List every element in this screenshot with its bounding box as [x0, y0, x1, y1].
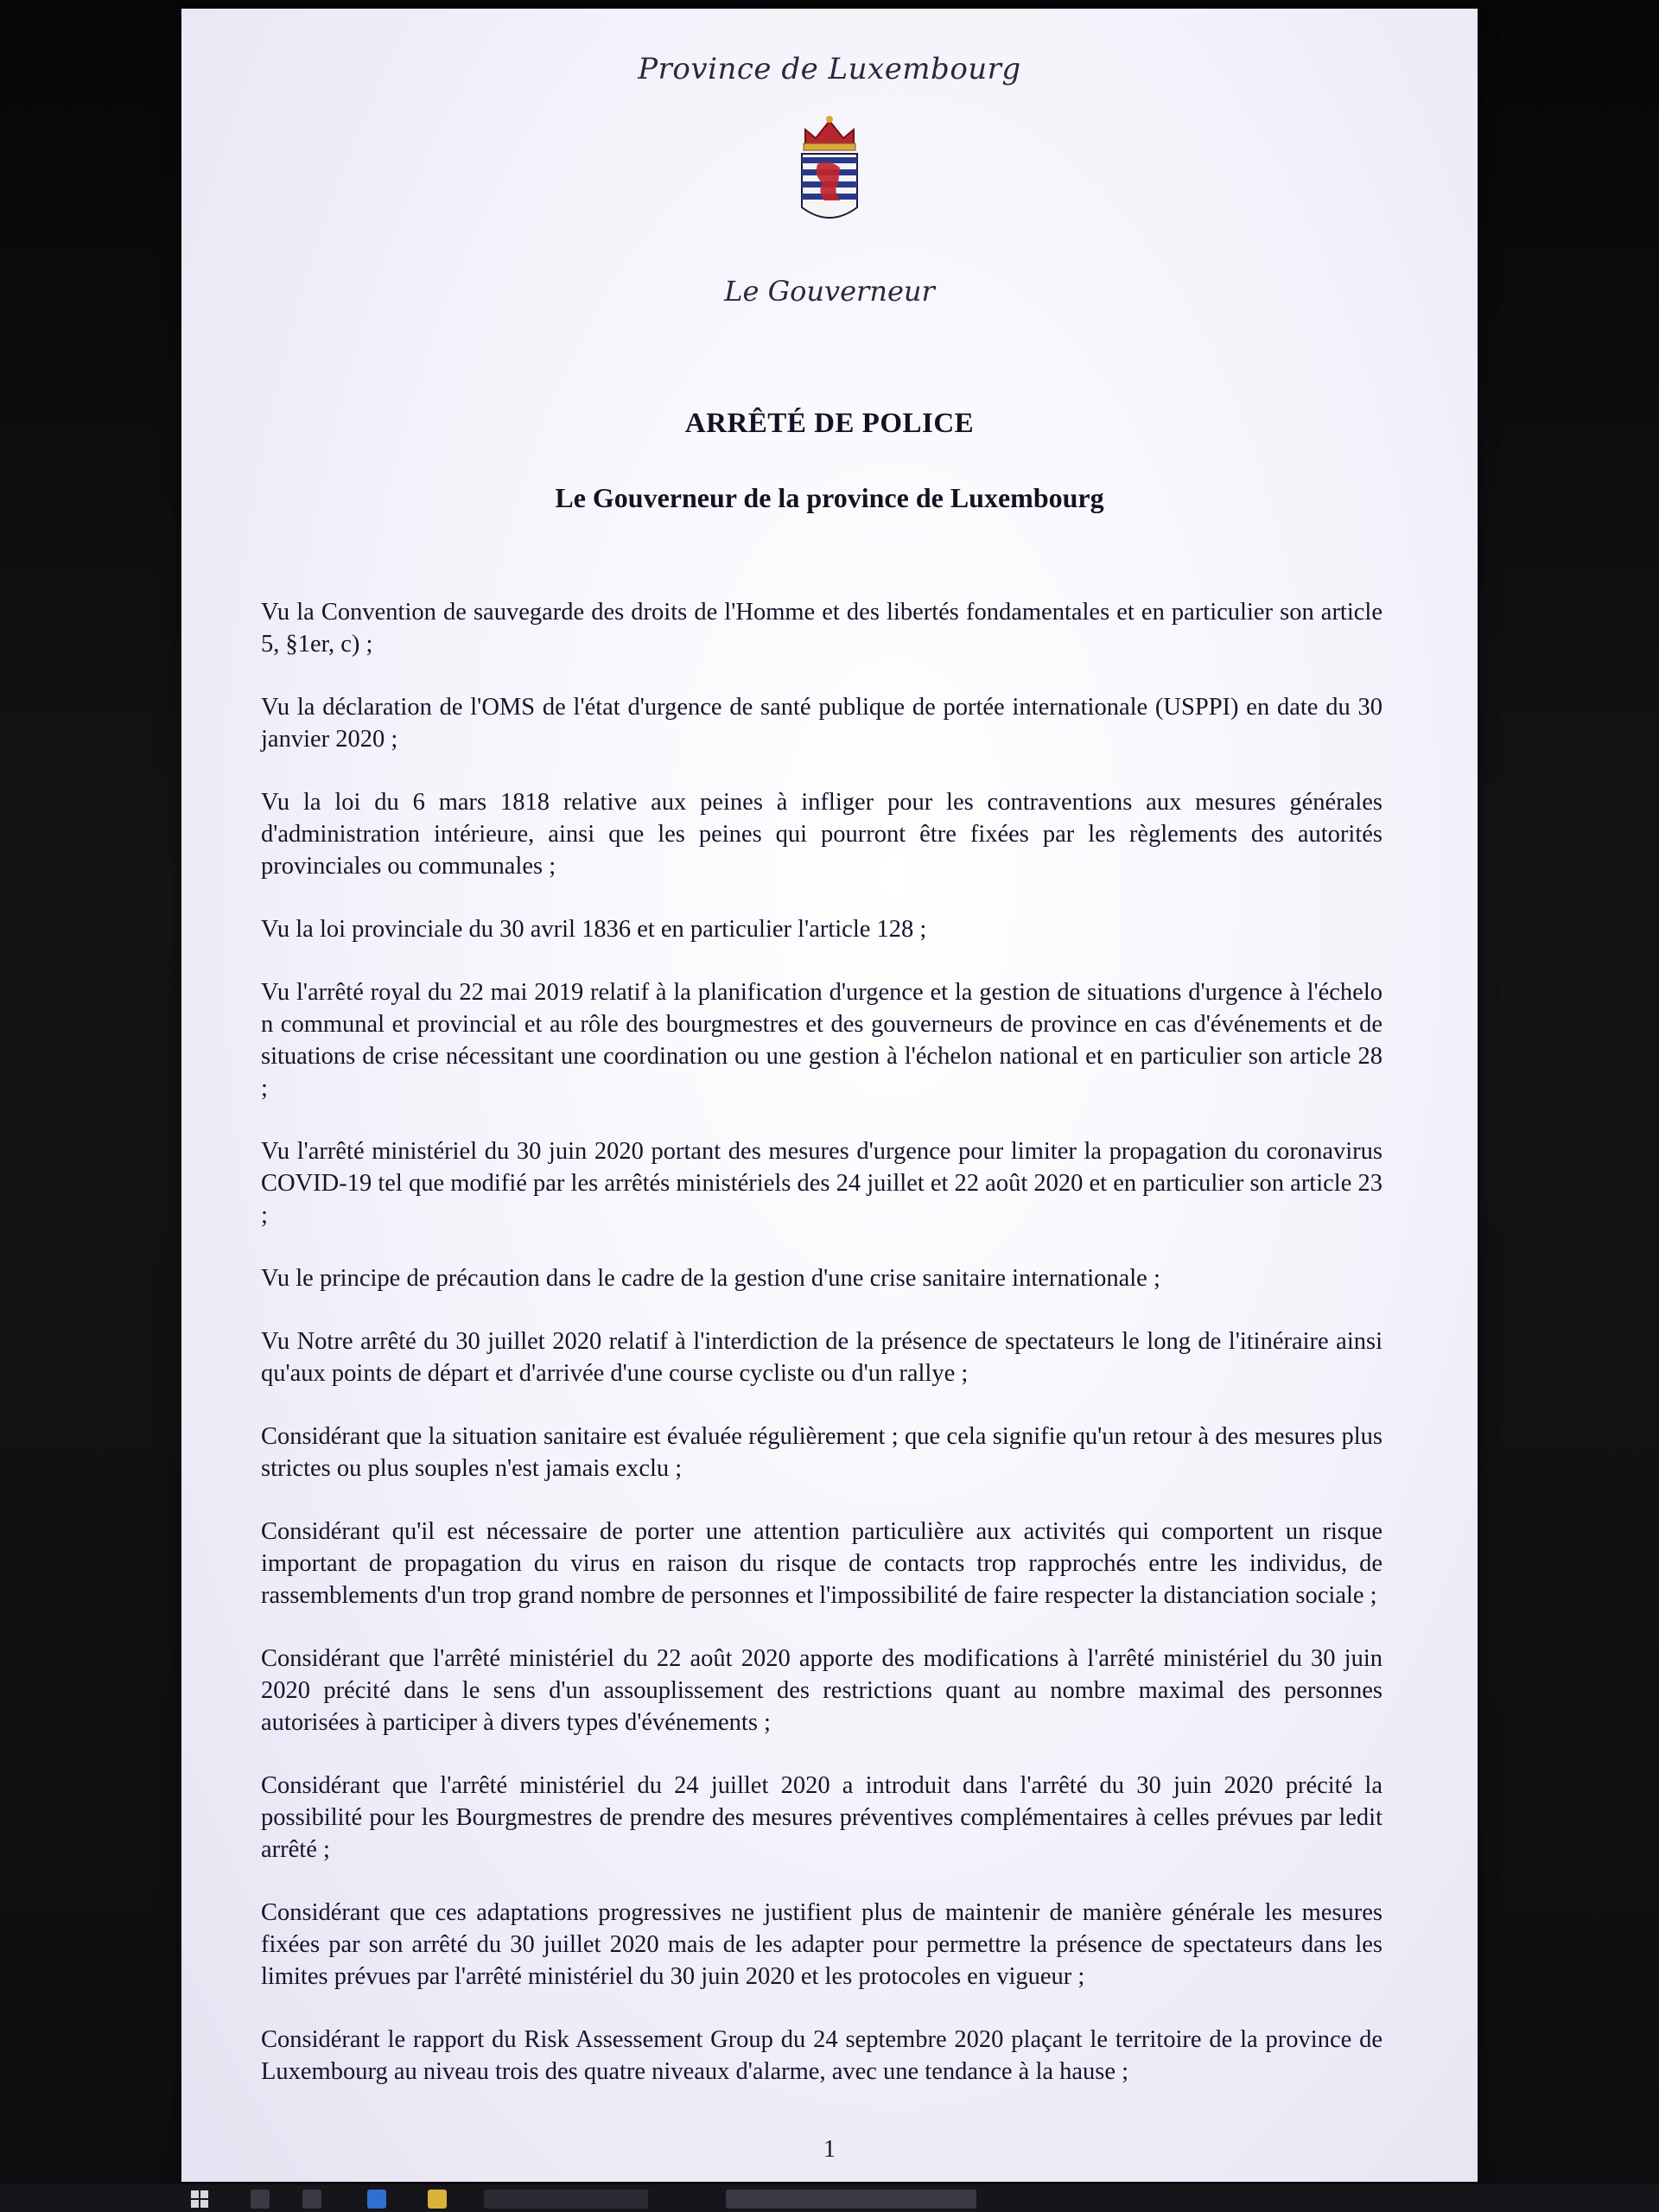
crown-icon [804, 116, 855, 150]
paragraph: Vu le principe de précaution dans le cadre de la gestion d'une crise sanitaire internationale ; [261, 1265, 1160, 1292]
paragraph: Considérant que ces adaptations progressives ne justifient plus de maintenir de manière générale les mesures fixées par son arrêté du 30 juillet 2020 mais de les adapter pour permettre la présence de spectateurs dans les limites prévues par l'arrêté ministériel du 30 juin 2020 et les protocoles en vigueur ; [261, 1899, 1382, 1990]
taskbar-window-button[interactable] [484, 2190, 648, 2209]
paragraph: Considérant que l'arrêté ministériel du 24 juillet 2020 a introduit dans l'arrêté du 30 juin 2020 précité la possibilité pour les Bourgmestres de prendre des mesures préventives complémentaires à celles prévues par ledit arrêté ; [261, 1772, 1382, 1863]
paragraph: Vu Notre arrêté du 30 juillet 2020 relatif à l'interdiction de la présence de spectateurs le long de l'itinéraire ainsi qu'aux points de départ et d'arrivée d'une course cycliste ou d'un rallye ; [261, 1328, 1382, 1387]
document-page [181, 9, 1478, 2182]
shield-icon [802, 154, 857, 218]
province-heading: Province de Luxembourg [638, 52, 1021, 86]
search-icon[interactable] [251, 2190, 270, 2209]
folder-icon[interactable] [428, 2190, 447, 2209]
governor-signature: Le Gouverneur [724, 275, 935, 308]
taskbar [0, 2184, 1659, 2212]
document-body [261, 596, 1382, 2119]
browser-icon[interactable] [367, 2190, 386, 2209]
letterhead [181, 52, 1478, 308]
page-number: 1 [823, 2136, 836, 2163]
document-subtitle: Le Gouverneur de la province de Luxembourg [555, 482, 1104, 513]
coat-of-arms-icon [795, 111, 864, 232]
windows-start-icon[interactable] [190, 2190, 209, 2209]
paragraph: Vu la loi du 6 mars 1818 relative aux peines à infliger pour les contraventions aux mesures générales d'administration intérieure, ainsi que les peines qui pourront être fixées par les règlements des autorités provinciales ou communales ; [261, 789, 1382, 880]
document-title: ARRÊTÉ DE POLICE [684, 408, 975, 439]
paragraph: Vu la loi provinciale du 30 avril 1836 et en particulier l'article 128 ; [261, 916, 927, 943]
taskbar-active-window-button[interactable] [726, 2190, 976, 2209]
paragraph: Vu la Convention de sauvegarde des droits de l'Homme et des libertés fondamentales et en particulier son article 5, §1er, c) ; [261, 599, 1382, 658]
paragraph: Vu l'arrêté royal du 22 mai 2019 relatif à la planification d'urgence et la gestion de situations d'urgence à l'échelo n communal et provincial et au rôle des bourgmestres et des gouverneurs de province en cas d'événements et de situations de crise nécessitant une coordination ou une gestion à l'échelon national et en particulier son article 28 ; [261, 979, 1382, 1102]
task-view-icon[interactable] [302, 2190, 321, 2209]
paragraph: Considérant qu'il est nécessaire de porter une attention particulière aux activités qui comportent un risque important de propagation du virus en raison du risque de contacts trop rapprochés entre les individus, de rassemblements d'un trop grand nombre de personnes et l'impossibilité de faire respecter la distanciation sociale ; [261, 1518, 1382, 1609]
paragraph: Considérant que l'arrêté ministériel du 22 août 2020 apporte des modifications à l'arrêté ministériel du 30 juin 2020 précité dans le sens d'un assouplissement des restrictions quant au nombre maximal des personnes autorisées à participer à divers types d'événements ; [261, 1645, 1382, 1736]
paragraph: Vu la déclaration de l'OMS de l'état d'urgence de santé publique de portée internationale (USPPI) en date du 30 janvier 2020 ; [261, 694, 1382, 753]
paragraph: Vu l'arrêté ministériel du 30 juin 2020 portant des mesures d'urgence pour limiter la propagation du coronavirus COVID-19 tel que modifié par les arrêtés ministériels des 24 juillet et 22 août 2020 et en particulier son article 23 ; [261, 1138, 1382, 1229]
paragraph: Considérant que la situation sanitaire est évaluée régulièrement ; que cela signifie qu'un retour à des mesures plus strictes ou plus souples n'est jamais exclu ; [261, 1423, 1382, 1482]
paragraph: Considérant le rapport du Risk Assessement Group du 24 septembre 2020 plaçant le territoire de la province de Luxembourg au niveau trois des quatre niveaux d'alarme, avec une tendance à la hause ; [261, 2026, 1382, 2085]
